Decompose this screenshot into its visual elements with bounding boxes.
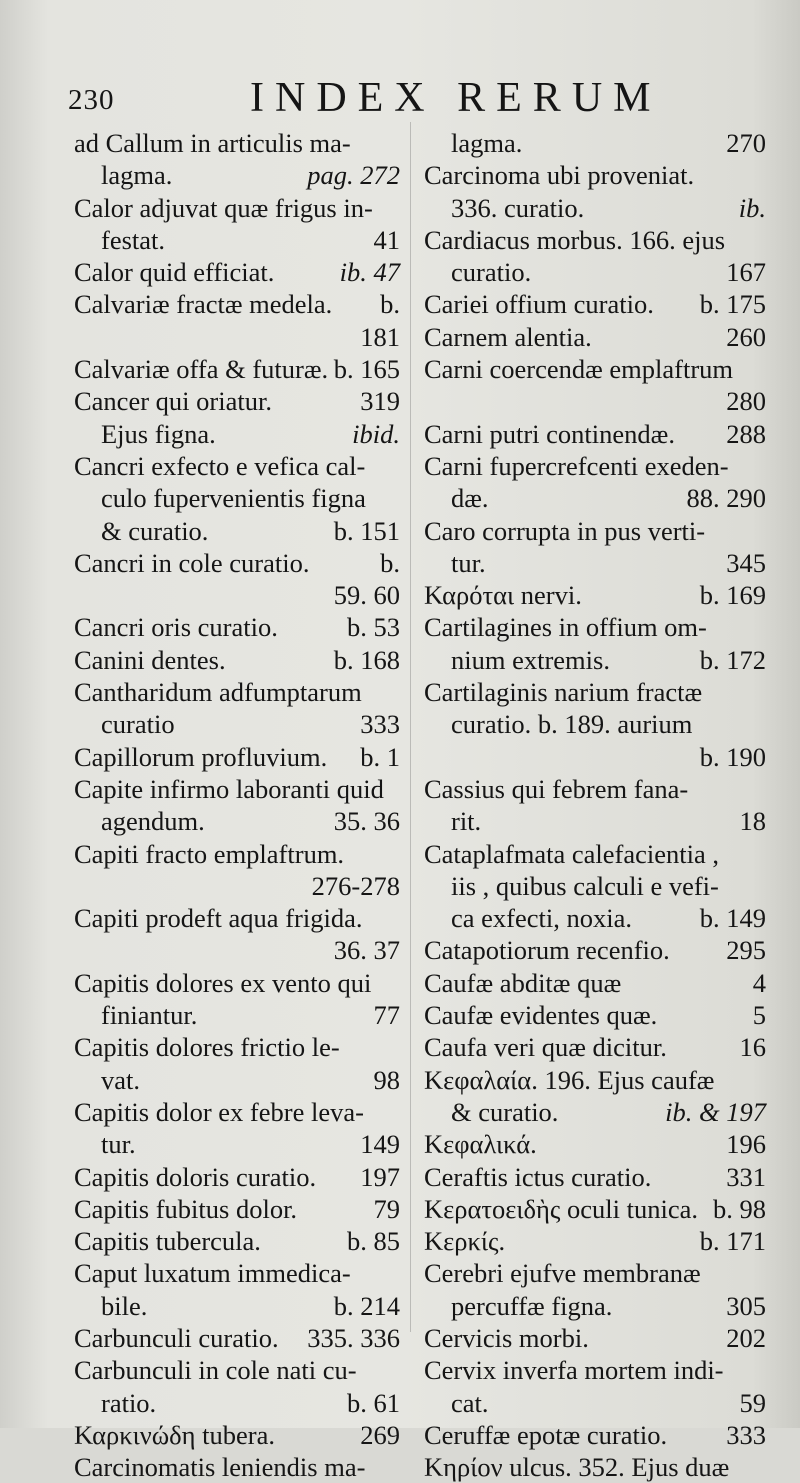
index-line (424, 321, 766, 353)
index-line (74, 1064, 400, 1096)
index-entry-text: Carni coercendæ emplaftrum (424, 354, 734, 385)
index-page-ref: 319 (360, 386, 400, 417)
column-divider (410, 122, 411, 1332)
index-entry-text: bile. (101, 1290, 148, 1321)
index-entry-text: Caufæ abditæ quæ (424, 967, 622, 998)
index-line (74, 127, 400, 159)
index-page-ref: b. 151 (333, 515, 400, 546)
index-entry-text: Canini dentes. (74, 644, 226, 675)
running-title: INDEX RERUM (250, 75, 662, 121)
index-page-ref: b. 214 (333, 1290, 400, 1321)
index-page-ref: 181 (360, 321, 400, 352)
index-line (424, 385, 766, 417)
index-page-ref: ib. & 197 (665, 1096, 766, 1127)
index-entry-text: iis , quibus calculi e vefi- (451, 870, 719, 901)
index-page-ref: 335. 336 (307, 1322, 400, 1353)
index-entry-text: percuffæ figna. (451, 1290, 613, 1321)
index-line (424, 224, 766, 256)
index-line (74, 1322, 400, 1354)
index-entry-text: ratio. (101, 1387, 157, 1418)
index-line (74, 1193, 400, 1225)
index-line (424, 1387, 766, 1419)
index-entry-text: Calvariæ fractæ medela. (74, 289, 333, 320)
index-page-ref: b. 85 (347, 1226, 400, 1257)
index-page-ref: 18 (739, 806, 766, 837)
index-page-ref: ib. 47 (339, 257, 400, 288)
index-page-ref: b. 149 (699, 903, 766, 934)
index-line (424, 1419, 766, 1451)
index-entry-text: Cancri exfecto e vefica cal- (74, 450, 366, 481)
index-page-ref: 295 (726, 935, 766, 966)
index-line (424, 1290, 766, 1322)
index-entry-text: lagma. (101, 160, 173, 191)
index-line (424, 741, 766, 773)
index-entry-text: Capitis dolor ex febre leva- (74, 1096, 364, 1127)
index-entry-text: lagma. (451, 128, 523, 158)
index-line (424, 805, 766, 837)
index-line (424, 1322, 766, 1354)
index-line (424, 515, 766, 547)
index-line (74, 192, 400, 224)
index-page-ref: 4 (752, 967, 766, 998)
index-page-ref: 260 (726, 321, 766, 352)
index-page-ref: 333 (360, 709, 400, 740)
index-line (74, 773, 400, 805)
index-column-left (74, 127, 400, 1483)
index-page-ref: 5 (752, 1000, 766, 1031)
index-line (424, 353, 766, 385)
index-entry-text: Caput luxatum immedica- (74, 1258, 351, 1289)
page-number: 230 (68, 84, 115, 116)
index-entry-text: Caufa veri quæ dicitur. (424, 1032, 667, 1063)
index-line (424, 934, 766, 966)
index-line (424, 1096, 766, 1128)
index-line (74, 1354, 400, 1386)
index-line (424, 708, 766, 740)
index-entry-text: Καρκινώδη tubera. (74, 1419, 275, 1450)
index-page-ref: 149 (360, 1129, 400, 1160)
index-entry-text: Cancri oris curatio. (74, 612, 278, 643)
index-page-ref: 269 (360, 1419, 400, 1450)
index-line (74, 256, 400, 288)
index-entry-text: finiantur. (101, 1000, 198, 1031)
index-line (74, 1128, 400, 1160)
index-entry-text: Κερκίς. (424, 1226, 506, 1257)
index-entry-text: tur. (451, 547, 486, 578)
index-page-ref: 79 (373, 1193, 400, 1224)
index-entry-text: Capitis dolores frictio le- (74, 1032, 340, 1063)
index-page-ref: 98 (373, 1064, 400, 1095)
index-line (424, 838, 766, 870)
index-line (74, 418, 400, 450)
index-entry-text: Κεφαλαία. 196. Ejus caufæ (424, 1064, 715, 1095)
index-entry-text: Carcinoma ubi proveniat. (424, 160, 695, 191)
index-line (424, 127, 766, 159)
index-page-ref: 345 (726, 547, 766, 578)
index-line (74, 644, 400, 676)
index-entry-text: & curatio. (451, 1096, 559, 1127)
index-entry-text: Calor quid efficiat. (74, 257, 275, 288)
index-entry-text: Cancer qui oriatur. (74, 386, 272, 417)
index-line (74, 870, 400, 902)
index-line (74, 1419, 400, 1451)
index-entry-text: Cantharidum adfumptarum (74, 677, 362, 708)
index-entry-text: Carcinomatis leniendis ma- (74, 1452, 366, 1483)
index-page-ref: 270 (726, 128, 766, 158)
index-line (74, 708, 400, 740)
index-entry-text: Carnem alentia. (424, 321, 592, 352)
index-page-ref: b. 53 (347, 612, 400, 643)
index-entry-text: curatio. (451, 257, 532, 288)
index-entry-text: dæ. (451, 483, 489, 514)
index-line (424, 1225, 766, 1257)
index-page-ref: b. 169 (699, 580, 766, 611)
index-entry-text: Carbunculi curatio. (74, 1322, 279, 1353)
index-line (74, 224, 400, 256)
index-page-ref: b. 98 (713, 1193, 766, 1224)
index-entry-text: ad Callum in articulis ma- (74, 128, 351, 158)
index-line (74, 450, 400, 482)
index-entry-text: ca exfecti, noxia. (451, 903, 632, 934)
index-entry-text: Cataplafmata calefacientia , (424, 838, 719, 869)
index-line (74, 902, 400, 934)
index-line (74, 676, 400, 708)
index-entry-text: Κερατοειδὴς oculi tunica. (424, 1193, 698, 1224)
index-entry-text: Catapotiorum recenfio. (424, 935, 670, 966)
index-entry-text: rit. (451, 806, 482, 837)
index-line (74, 1387, 400, 1419)
index-entry-text: Capitis tubercula. (74, 1226, 261, 1257)
index-entry-text: nium extremis. (451, 644, 610, 675)
index-entry-text: curatio. b. 189. aurium (451, 709, 693, 740)
index-entry-text: Capiti fracto emplaftrum. (74, 838, 345, 869)
index-page-ref: 196 (726, 1129, 766, 1160)
index-line (424, 482, 766, 514)
index-line (74, 579, 400, 611)
index-line (424, 1064, 766, 1096)
index-line (424, 1354, 766, 1386)
index-page-ref: 276-278 (311, 870, 400, 901)
index-line (424, 902, 766, 934)
index-line (424, 1128, 766, 1160)
index-page-ref: b. 171 (699, 1226, 766, 1257)
index-line (424, 1031, 766, 1063)
index-line (74, 934, 400, 966)
index-line (74, 321, 400, 353)
index-page-ref: 41 (373, 224, 400, 255)
index-entry-text: Capitis fubitus dolor. (74, 1193, 298, 1224)
index-entry-text: cat. (451, 1387, 489, 1418)
index-line (74, 741, 400, 773)
index-entry-text: Κηρίον ulcus. 352. Ejus duæ (424, 1452, 730, 1483)
index-page-ref: b. (380, 547, 400, 578)
index-entry-text: Cerebri ejufve membranæ (424, 1258, 701, 1289)
index-entry-text: festat. (101, 224, 166, 255)
index-page-ref: 167 (726, 257, 766, 288)
index-page-ref: 36. 37 (333, 935, 400, 966)
index-entry-text: Cartilaginis narium fractæ (424, 677, 703, 708)
index-line (74, 1161, 400, 1193)
index-page-ref: b. 172 (699, 644, 766, 675)
index-line (424, 256, 766, 288)
index-line (74, 288, 400, 320)
index-line (74, 1096, 400, 1128)
index-entry-text: agendum. (101, 806, 205, 837)
index-entry-text: Cariei offium curatio. (424, 289, 654, 320)
index-entry-text: Capite infirmo laboranti quid (74, 773, 384, 804)
index-page-ref: 202 (726, 1322, 766, 1353)
index-page-ref: pag. 272 (307, 160, 400, 191)
index-page-ref: 288 (726, 418, 766, 449)
index-line (424, 676, 766, 708)
index-line (424, 773, 766, 805)
index-line (424, 644, 766, 676)
index-page-ref: 35. 36 (333, 806, 400, 837)
index-line (74, 159, 400, 191)
index-page-ref: 59 (739, 1387, 766, 1418)
index-line (424, 192, 766, 224)
index-line (74, 967, 400, 999)
index-entry-text: Caro corrupta in pus verti- (424, 515, 706, 546)
index-entry-text: Carbunculi in cole nati cu- (74, 1355, 357, 1386)
index-line (424, 547, 766, 579)
index-entry-text: Καρόται nervi. (424, 580, 582, 611)
index-entry-text: Ceruffæ epotæ curatio. (424, 1419, 668, 1450)
index-entry-text: curatio (101, 709, 175, 740)
index-page-ref: b. (380, 289, 400, 320)
index-line (74, 353, 400, 385)
index-page-ref: b. 175 (699, 289, 766, 320)
index-line (74, 515, 400, 547)
index-line (74, 999, 400, 1031)
index-page-ref: ib. (738, 192, 766, 223)
index-line (74, 1031, 400, 1063)
index-entry-text: Capitis dolores ex vento qui (74, 967, 372, 998)
index-line (424, 1257, 766, 1289)
index-page-ref: 305 (726, 1290, 766, 1321)
index-entry-text: Ejus figna. (101, 418, 216, 449)
index-line (424, 870, 766, 902)
index-entry-text: & curatio. (101, 515, 209, 546)
index-entry-text: Ceraftis ictus curatio. (424, 1161, 652, 1192)
page-header (0, 74, 800, 124)
index-entry-text: culo fupervenientis figna (101, 483, 366, 514)
index-entry-text: Cervicis morbi. (424, 1322, 589, 1353)
index-line (424, 1451, 766, 1483)
index-page-ref: ibid. (352, 418, 400, 449)
index-line (424, 579, 766, 611)
index-entry-text: Capiti prodeft aqua frigida. (74, 903, 363, 934)
index-line (74, 547, 400, 579)
index-page-ref: 77 (373, 1000, 400, 1031)
index-entry-text: Cartilagines in offium om- (424, 612, 707, 643)
index-entry-text: 336. curatio. (451, 192, 585, 223)
index-page-ref: b. 190 (699, 741, 766, 772)
index-line (424, 967, 766, 999)
index-page-ref: 59. 60 (333, 580, 400, 611)
index-line (74, 1290, 400, 1322)
index-line (74, 805, 400, 837)
index-entry-text: Capitis doloris curatio. (74, 1161, 317, 1192)
index-line (74, 385, 400, 417)
index-line (74, 838, 400, 870)
index-line (424, 999, 766, 1031)
index-entry-text: Κεφαλικά. (424, 1129, 537, 1160)
index-entry-text: Cassius qui febrem fana- (424, 773, 689, 804)
index-page-ref: b. 61 (347, 1387, 400, 1418)
index-entry-text: Cardiacus morbus. 166. ejus (424, 224, 726, 255)
index-entry-text: Carni fupercrefcenti exeden- (424, 450, 729, 481)
index-line (424, 450, 766, 482)
index-page-ref: b. 168 (333, 644, 400, 675)
index-line (74, 611, 400, 643)
index-line (424, 1161, 766, 1193)
index-line (74, 1257, 400, 1289)
index-entry-text: Capillorum profluvium. (74, 741, 328, 772)
index-line (424, 1193, 766, 1225)
index-entry-text: Calor adjuvat quæ frigus in- (74, 192, 373, 223)
index-line (424, 288, 766, 320)
index-page-ref: 16 (739, 1032, 766, 1063)
index-entry-text: Caufæ evidentes quæ. (424, 1000, 658, 1031)
index-entry-text: vat. (101, 1064, 140, 1095)
index-line (74, 1451, 400, 1483)
index-page-ref: 197 (360, 1161, 400, 1192)
index-entry-text: Cervix inverfa mortem indi- (424, 1355, 724, 1386)
index-entry-text: tur. (101, 1129, 136, 1160)
index-page-ref: 280 (726, 386, 766, 417)
index-line (74, 482, 400, 514)
index-entry-text: Carni putri continendæ. (424, 418, 675, 449)
index-line (424, 611, 766, 643)
index-page-ref: 331 (726, 1161, 766, 1192)
index-page-ref: 88. 290 (686, 483, 766, 514)
index-page-ref: 333 (726, 1419, 766, 1450)
index-page-ref: b. 165 (333, 354, 400, 385)
index-entry-text: Cancri in cole curatio. (74, 547, 310, 578)
index-line (74, 1225, 400, 1257)
index-column-right (424, 127, 766, 1483)
index-page-ref: b. 1 (360, 741, 400, 772)
index-entry-text: Calvariæ offa & futuræ. (74, 354, 329, 385)
index-line (424, 159, 766, 191)
index-line (424, 418, 766, 450)
